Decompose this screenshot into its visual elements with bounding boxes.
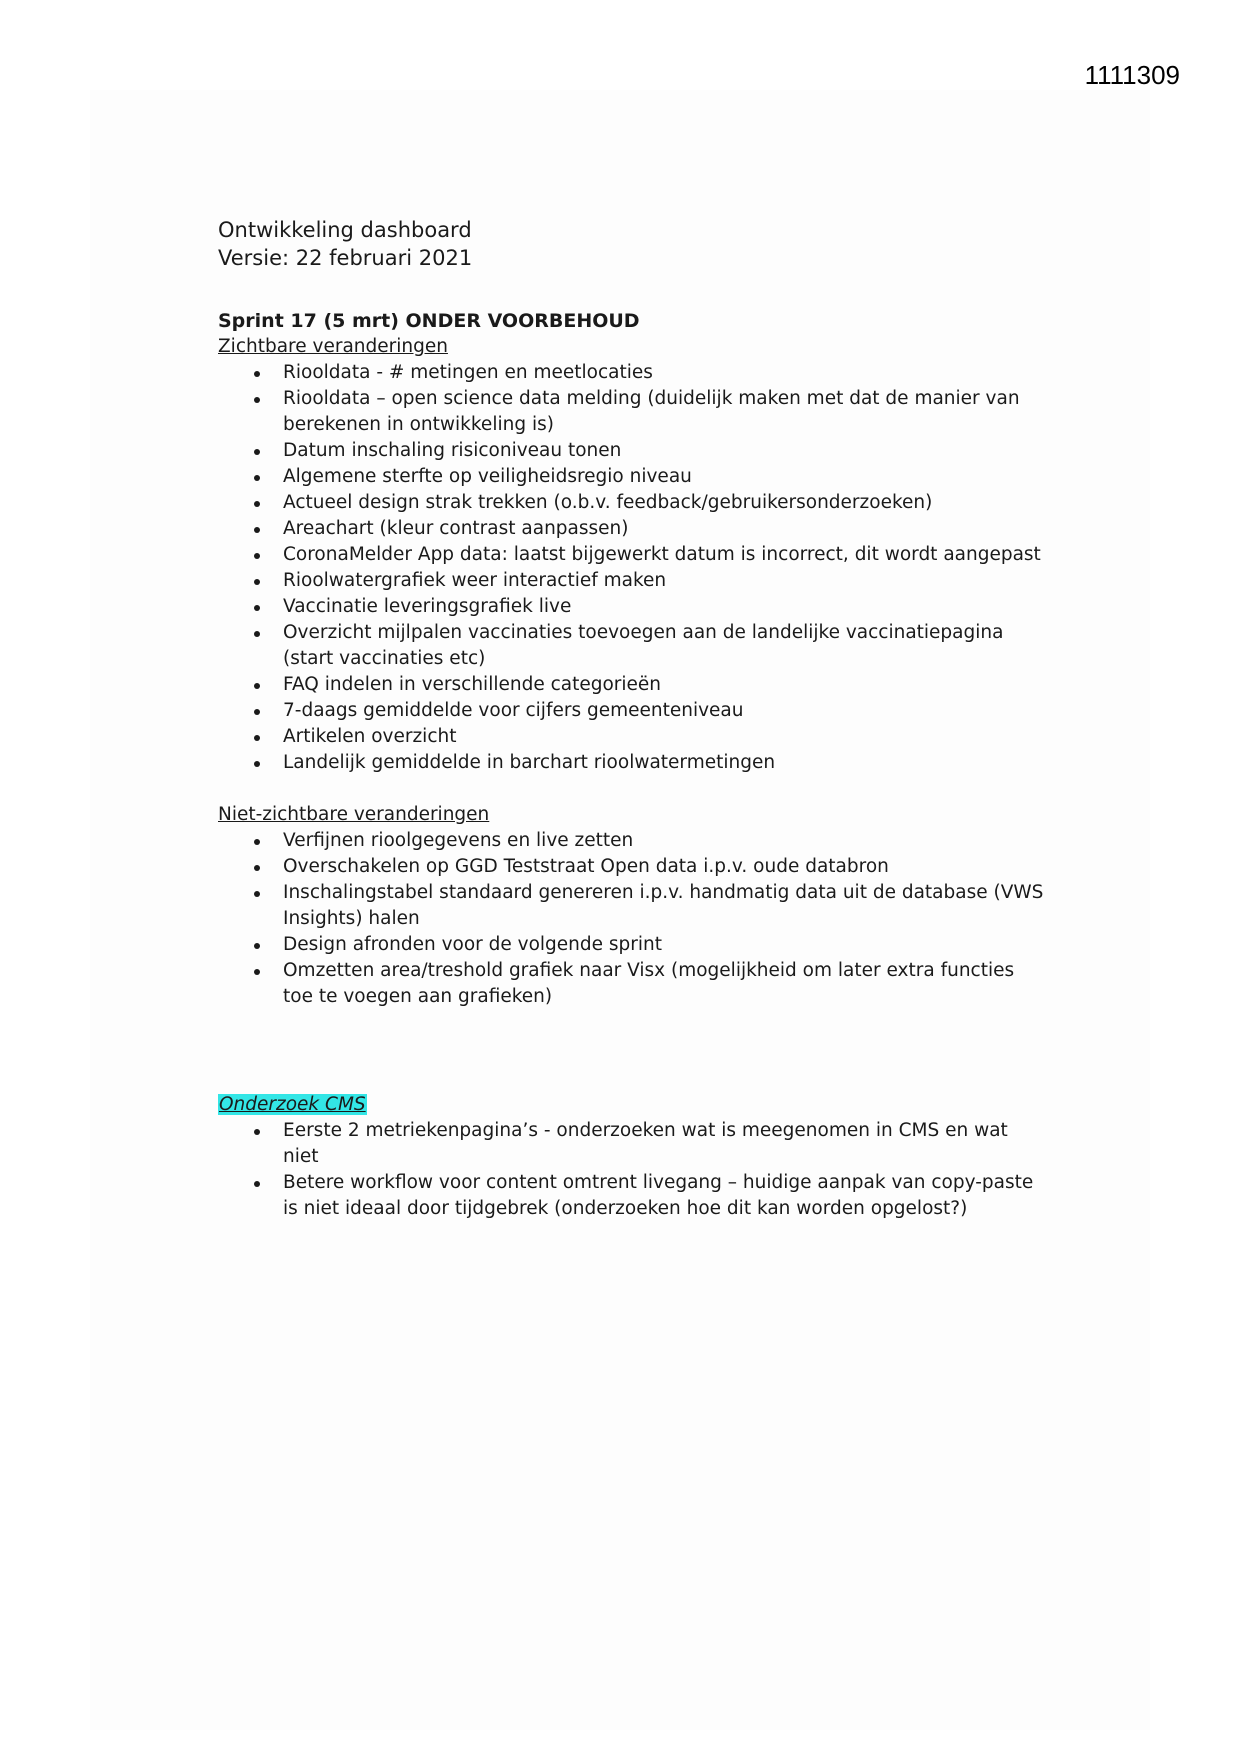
list-item	[254, 958, 1048, 1010]
bullet-icon	[254, 501, 260, 507]
list-item-text: FAQ indelen in verschillende categorieën	[283, 674, 662, 695]
list-item	[254, 880, 1048, 932]
bullet-icon	[254, 865, 260, 871]
list-item	[254, 438, 1048, 464]
list-item-text: Rioolwatergrafiek weer interactief maken	[283, 570, 667, 591]
bullet-icon	[254, 449, 260, 455]
list-item	[254, 698, 1048, 724]
list-item-text: Riooldata – open science data melding (duidelijk maken met dat de manier van berekenen in ontwikkeling is)	[283, 388, 1020, 435]
bullet-icon	[254, 605, 260, 611]
list-item	[254, 568, 1048, 594]
list-item-text: CoronaMelder App data: laatst bijgewerkt datum is incorrect, dit wordt aangepast	[283, 544, 1041, 565]
list-item	[254, 932, 1048, 958]
list-item	[254, 490, 1048, 516]
list-item-text: Datum inschaling risiconiveau tonen	[283, 440, 622, 461]
list-item-text: Landelijk gemiddelde in barchart rioolwatermetingen	[283, 752, 776, 773]
bullet-icon	[254, 579, 260, 585]
list-item	[254, 750, 1048, 776]
bullet-icon	[254, 1181, 260, 1187]
list-item	[254, 620, 1048, 672]
invisible-changes-list	[218, 828, 1048, 1010]
list-item-text: 7-daags gemiddelde voor cijfers gemeenteniveau	[283, 700, 744, 721]
list-item-text: Eerste 2 metriekenpagina’s - onderzoeken wat is meegenomen in CMS en wat niet	[283, 1120, 1008, 1167]
bullet-icon	[254, 969, 260, 975]
bullet-icon	[254, 371, 260, 377]
bullet-icon	[254, 397, 260, 403]
list-item	[254, 464, 1048, 490]
list-item-text: Actueel design strak trekken (o.b.v. feedback/gebruikersonderzoeken)	[283, 492, 933, 513]
bullet-icon	[254, 631, 260, 637]
bullet-icon	[254, 683, 260, 689]
document-version: Versie: 22 februari 2021	[218, 246, 473, 270]
bullet-icon	[254, 943, 260, 949]
bullet-icon	[254, 891, 260, 897]
document-number: 1111309	[1084, 60, 1180, 90]
list-item-text: Verfijnen rioolgegevens en live zetten	[283, 830, 634, 851]
list-item	[254, 854, 1048, 880]
document-body	[218, 216, 1048, 1222]
bullet-icon	[254, 527, 260, 533]
list-item-text: Areachart (kleur contrast aanpassen)	[283, 518, 629, 539]
list-item-text: Overzicht mijlpalen vaccinaties toevoegen aan de landelijke vaccinatiepagina (start vaccinaties etc)	[283, 622, 1004, 669]
list-item	[254, 594, 1048, 620]
bullet-icon	[254, 839, 260, 845]
visible-changes-heading: Zichtbare veranderingen	[218, 336, 448, 357]
list-item-text: Design afronden voor de volgende sprint	[283, 934, 663, 955]
list-item	[254, 516, 1048, 542]
bullet-icon	[254, 553, 260, 559]
visible-changes-list	[218, 360, 1048, 776]
bullet-icon	[254, 1129, 260, 1135]
list-item	[254, 672, 1048, 698]
bullet-icon	[254, 761, 260, 767]
list-item	[254, 724, 1048, 750]
list-item-text: Vaccinatie leveringsgrafiek live	[283, 596, 572, 617]
list-item	[254, 360, 1048, 386]
invisible-changes-heading: Niet-zichtbare veranderingen	[218, 804, 490, 825]
bullet-icon	[254, 735, 260, 741]
cms-research-list	[218, 1118, 1048, 1222]
list-item-text: Omzetten area/treshold grafiek naar Visx (mogelijkheid om later extra functies toe te voegen aan grafieken)	[283, 960, 1015, 1007]
list-item	[254, 1170, 1048, 1222]
list-item-text: Inschalingstabel standaard genereren i.p.v. handmatig data uit de database (VWS Insights) halen	[283, 882, 1044, 929]
bullet-icon	[254, 475, 260, 481]
list-item-text: Artikelen overzicht	[283, 726, 457, 747]
list-item-text: Betere workflow voor content omtrent livegang – huidige aanpak van copy-paste is niet ideaal door tijdgebrek (onderzoeken hoe dit kan worden opgelost?)	[283, 1172, 1034, 1219]
bullet-icon	[254, 709, 260, 715]
list-item	[254, 828, 1048, 854]
list-item-text: Riooldata - # metingen en meetlocaties	[283, 362, 653, 383]
list-item-text: Algemene sterfte op veiligheidsregio niveau	[283, 466, 692, 487]
document-title: Ontwikkeling dashboard	[218, 218, 472, 242]
list-item	[254, 386, 1048, 438]
cms-research-heading-row	[218, 1092, 1048, 1118]
sprint-heading: Sprint 17 (5 mrt) ONDER VOORBEHOUD	[218, 310, 640, 332]
list-item	[254, 1118, 1048, 1170]
list-item-text: Overschakelen op GGD Teststraat Open data i.p.v. oude databron	[283, 856, 889, 877]
cms-research-heading: Onderzoek CMS	[219, 1094, 366, 1115]
list-item	[254, 542, 1048, 568]
